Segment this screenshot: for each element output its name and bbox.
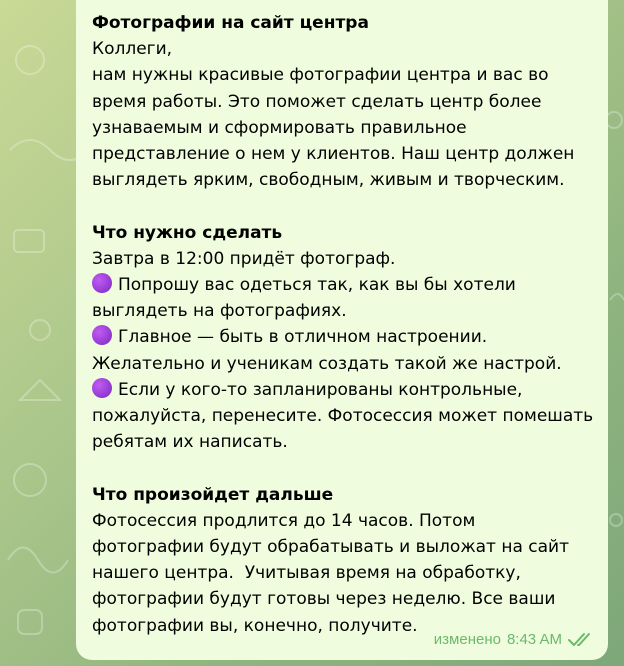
edited-label: изменено: [433, 631, 501, 648]
message-line: фотографии будут обрабатывать и выложат на сайт: [92, 537, 570, 558]
message-line: фотографии вы, конечно, получите.: [92, 615, 418, 636]
bullet-line: [92, 324, 594, 350]
bullet-text: Если у кого-то запланированы контрольные,: [118, 379, 523, 400]
message-line: выглядеть на фотографиях.: [92, 301, 347, 322]
section-heading-next: Что произойдет дальше: [92, 484, 334, 505]
bullet-line: [92, 377, 594, 403]
message-line: нам нужны красивые фотографии центра и вас во: [92, 65, 549, 86]
message-meta: [434, 631, 594, 648]
section-heading-todo: Что нужно сделать: [92, 222, 283, 243]
bullet-line: [92, 272, 594, 298]
purple-circle-icon: [92, 325, 112, 345]
message-line: пожалуйста, перенесите. Фотосессия может помешать: [92, 406, 594, 427]
message-line: Завтра в 12:00 придёт фотограф.: [92, 248, 396, 269]
message-bubble[interactable]: [76, 0, 608, 660]
paragraph-gap: [92, 193, 594, 219]
paragraph-gap: [92, 455, 594, 481]
message-line: Желательно и ученикам создать такой же настрой.: [92, 353, 562, 374]
bullet-text: Попрошу вас одеться так, как вы бы хотели: [118, 275, 516, 296]
purple-circle-icon: [92, 273, 112, 293]
message-line: время работы. Это поможет сделать центр более: [92, 91, 542, 112]
message-title: Фотографии на сайт центра: [92, 13, 369, 33]
double-check-icon: [568, 632, 594, 648]
message-line: фотографии будут готовы через неделю. Все ваши: [92, 589, 556, 610]
message-line: узнаваемым и сформировать правильное: [92, 117, 467, 138]
message-line: Фотосессия продлится до 14 часов. Потом: [92, 510, 476, 531]
message-line: ребятам их написать.: [92, 432, 288, 453]
purple-circle-icon: [92, 378, 112, 398]
message-line: представление о нем у клиентов. Наш центр должен: [92, 144, 575, 165]
message-line: выглядеть ярким, свободным, живым и творческим.: [92, 170, 565, 191]
bullet-text: Главное — быть в отличном настроении.: [118, 327, 488, 348]
message-line: нашего центра. Учитывая время на обработку,: [92, 563, 521, 584]
message-line: Коллеги,: [92, 39, 173, 60]
message-time: 8:43 AM: [506, 631, 562, 648]
